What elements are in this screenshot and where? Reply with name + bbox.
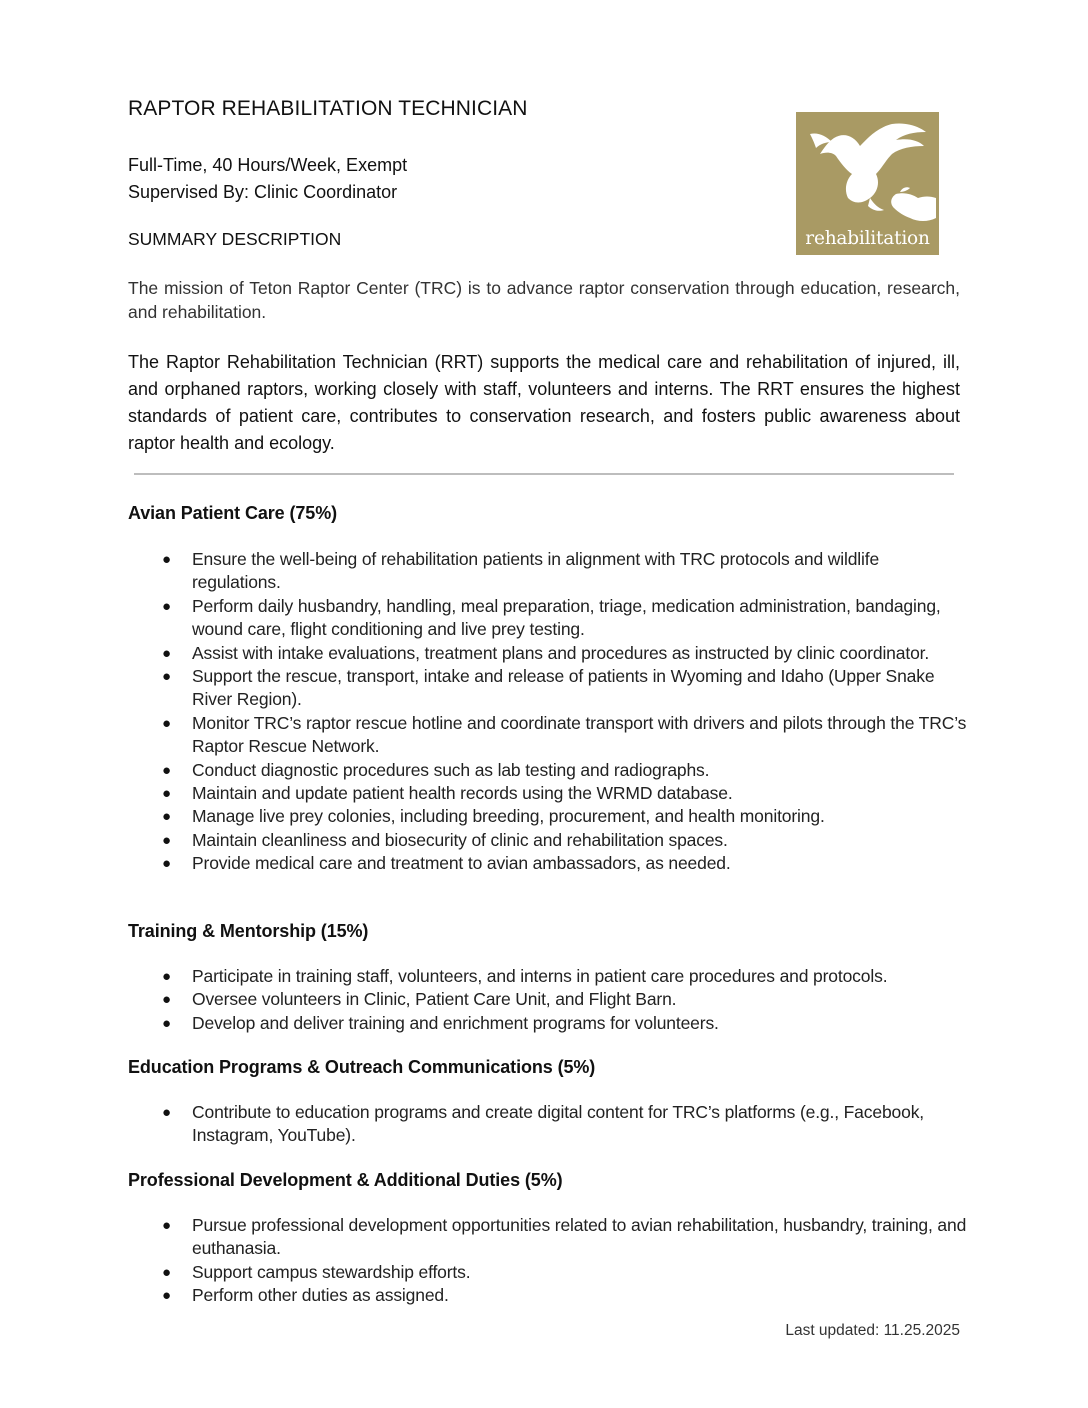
list-item [128, 965, 968, 988]
list-item-text: Manage live prey colonies, including breeding, procurement, and health monitoring. [192, 806, 825, 827]
bullet-icon: ● [162, 761, 171, 779]
list-item [128, 665, 968, 712]
list-item [128, 548, 968, 595]
list-item-text: Assist with intake evaluations, treatment plans and procedures as instructed by clinic coordinator. [192, 642, 930, 663]
list-item-text: Perform other duties as assigned. [192, 1285, 449, 1306]
bullet-icon: ● [162, 714, 171, 732]
job-title: RAPTOR REHABILITATION TECHNICIAN [128, 97, 528, 120]
supervisor: Supervised By: Clinic Coordinator [128, 182, 398, 202]
summary-heading: SUMMARY DESCRIPTION [128, 229, 342, 249]
bullet-icon: ● [162, 855, 171, 873]
list-item [128, 1284, 968, 1307]
list-item-text: Maintain cleanliness and biosecurity of clinic and rehabilitation spaces. [192, 829, 728, 850]
list-item [128, 642, 968, 665]
list-item-text: Support campus stewardship efforts. [192, 1261, 471, 1282]
list-item-text: Maintain and update patient health records using the WRMD database. [192, 783, 733, 804]
bullet-icon: ● [162, 831, 171, 849]
bullet-icon: ● [162, 644, 171, 662]
section-divider [134, 473, 954, 475]
list-item [128, 759, 968, 782]
list-item [128, 595, 968, 642]
list-item-text: Perform daily husbandry, handling, meal preparation, triage, medication administration, bandaging, wound care, flight conditioning and live prey testing. [192, 595, 941, 640]
section-avian-patient-care [128, 503, 968, 876]
bullet-icon: ● [162, 551, 171, 568]
list-item [128, 829, 968, 852]
list-item-text: Oversee volunteers in Clinic, Patient Care Unit, and Flight Barn. [192, 989, 677, 1010]
section-training-mentorship [128, 921, 968, 1035]
employment-type: Full-Time, 40 Hours/Week, Exempt [128, 155, 408, 175]
logo-text: rehabilitation [805, 228, 930, 249]
mission-statement: The mission of Teton Raptor Center (TRC) is to advance raptor conservation through education, research, and rehabilitation. [128, 278, 960, 322]
section-heading: Education Programs & Outreach Communications (5%) [128, 1057, 596, 1077]
bullet-icon: ● [162, 1104, 171, 1121]
bullet-icon: ● [162, 1263, 171, 1281]
bullet-icon: ● [162, 1217, 171, 1234]
list-item-text: Develop and deliver training and enrichment programs for volunteers. [192, 1012, 719, 1033]
list-item [128, 988, 968, 1011]
list-item [128, 805, 968, 828]
list-item-text: Contribute to education programs and create digital content for TRC’s platforms (e.g., Facebook, Instagram, YouTube). [192, 1102, 925, 1146]
list-item-text: Provide medical care and treatment to avian ambassadors, as needed. [192, 853, 731, 874]
bullet-icon: ● [162, 785, 171, 803]
list-item [128, 1261, 968, 1284]
list-item-text: Monitor TRC’s raptor rescue hotline and coordinate transport with drivers and pilots through the TRC’s Raptor Rescue Network. [192, 712, 967, 757]
section-professional-development [128, 1170, 968, 1308]
section-heading: Professional Development & Additional Duties (5%) [128, 1170, 563, 1190]
list-item-text: Participate in training staff, volunteers, and interns in patient care procedures and protocols. [192, 966, 888, 986]
job-meta [128, 152, 407, 206]
list-item-text: Ensure the well-being of rehabilitation patients in alignment with TRC protocols and wildlife regulations. [192, 549, 880, 593]
bullet-icon: ● [162, 1287, 171, 1305]
list-item-text: Support the rescue, transport, intake and release of patients in Wyoming and Idaho (Upper Snake River Region). [192, 666, 935, 710]
list-item [128, 1214, 968, 1261]
role-description: The Raptor Rehabilitation Technician (RRT) supports the medical care and rehabilitation of injured, ill, and orphaned raptors, working closely with staff, volunteers and interns. The RRT ensures the highest standards of patient care, contributes to conservation research, and fosters public awareness about raptor health and ecology. [128, 352, 960, 453]
bullet-icon: ● [162, 968, 171, 985]
rehabilitation-logo [796, 112, 939, 255]
bullet-icon: ● [162, 668, 171, 686]
list-item [128, 712, 968, 759]
section-education-outreach [128, 1057, 968, 1148]
section-heading: Training & Mentorship (15%) [128, 921, 369, 941]
bullet-icon: ● [162, 808, 171, 826]
bullet-icon: ● [162, 991, 171, 1009]
last-updated: Last updated: 11.25.2025 [785, 1322, 960, 1339]
bullet-icon: ● [162, 1014, 171, 1032]
list-item [128, 1101, 968, 1148]
list-item [128, 782, 968, 805]
list-item-text: Conduct diagnostic procedures such as lab testing and radiographs. [192, 759, 710, 780]
list-item [128, 852, 968, 875]
list-item-text: Pursue professional development opportunities related to avian rehabilitation, husbandry, training, and euthanasia. [192, 1215, 967, 1259]
section-heading: Avian Patient Care (75%) [128, 503, 338, 523]
bullet-icon: ● [162, 597, 171, 615]
list-item [128, 1012, 968, 1035]
